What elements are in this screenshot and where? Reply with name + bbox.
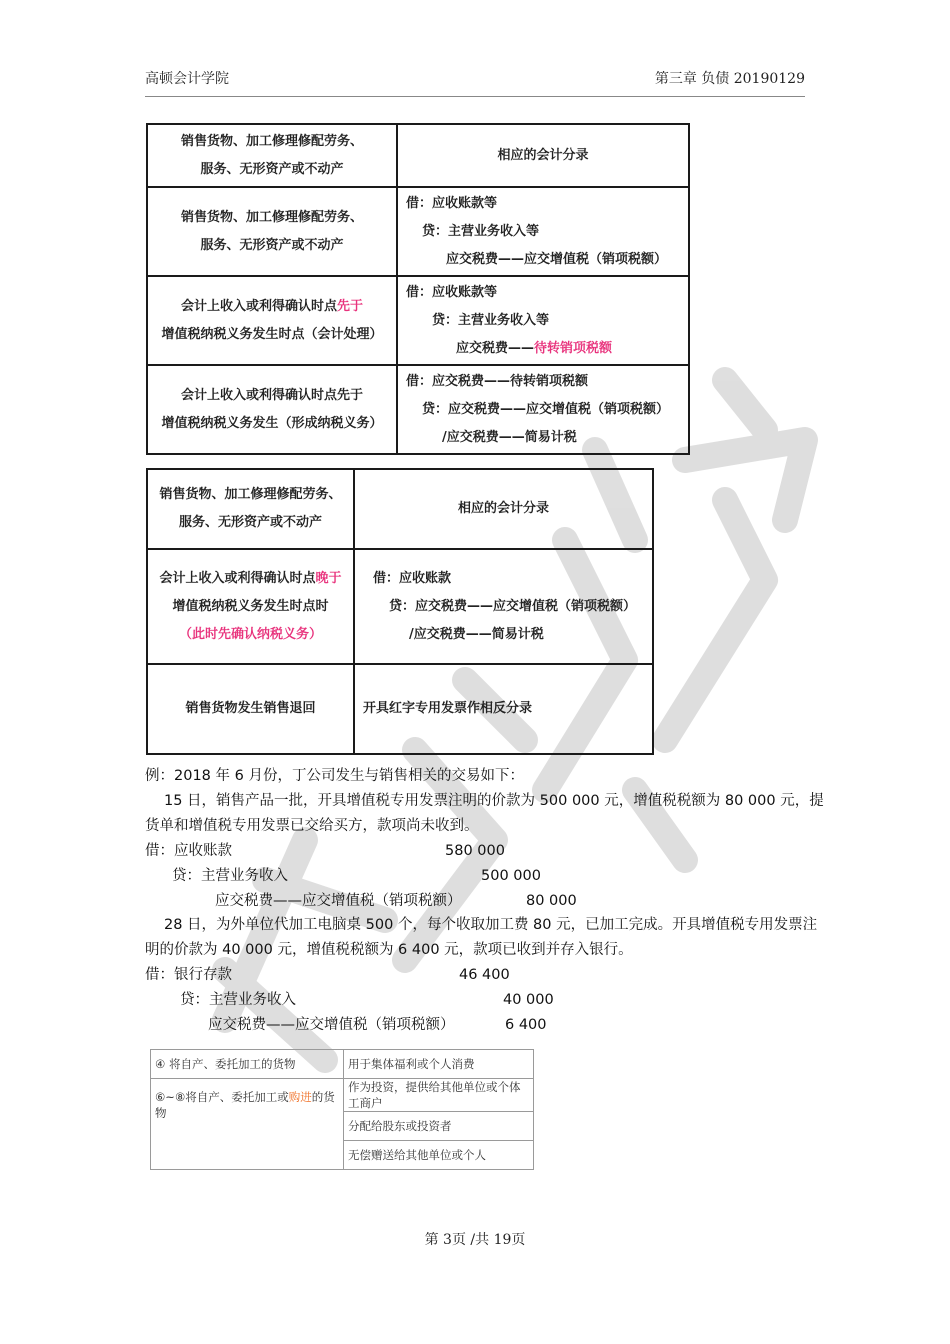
cell-text: 会计上收入或利得确认时点先于 <box>180 387 363 403</box>
header-left: 高顿会计学院 <box>145 71 229 87</box>
highlight-text: 待转销项税额 <box>534 340 613 356</box>
table-row <box>147 365 689 454</box>
table-cell: 分配给股东或投资者 <box>344 1112 534 1141</box>
entry-credit: 贷：主营业务收入等 <box>422 223 540 239</box>
page-number: 第 3页 /共 19页 <box>424 1232 526 1248</box>
table-row <box>147 664 653 754</box>
table-cell: 开具红字专用发票作相反分录 <box>354 664 653 754</box>
table-cell <box>147 469 354 549</box>
highlight-text: 先于 <box>337 298 364 314</box>
table-cell: 用于集体福利或个人消费 <box>344 1050 534 1079</box>
header-divider <box>145 96 805 97</box>
cell-text: 会计上收入或利得确认时点 <box>180 298 337 314</box>
journal-debit-amount: 46 400 <box>459 967 510 983</box>
cell-text: 服务、无形资产或不动产 <box>179 515 323 530</box>
example-paragraph: 28 日，为外单位代加工电脑桌 500 个，每个收取加工费 80 元，已加工完成。开具增值税专用发票注 <box>164 917 818 933</box>
entry-credit: 应交税费—— <box>456 340 535 356</box>
table-cell <box>147 187 397 276</box>
cell-text: 会计上收入或利得确认时点 <box>159 570 316 586</box>
table-cell <box>147 549 354 664</box>
example-paragraph: 明的价款为 40 000 元，增值税税额为 6 400 元，款项已收到并存入银行。 <box>145 942 633 958</box>
cell-text: 销售货物、加工修理修配劳务、 <box>180 133 363 149</box>
journal-debit-label: 借：银行存款 <box>145 967 232 983</box>
table-cell <box>151 1079 344 1170</box>
table-row <box>147 124 689 187</box>
table-cell <box>147 124 397 187</box>
header-right: 第三章 负债 20190129 <box>654 71 805 87</box>
table-cell: 作为投资，提供给其他单位或个体工商户 <box>344 1079 534 1112</box>
entry-debit: 借：应收账款 <box>373 570 452 586</box>
cell-text: 增值税纳税义务发生时点时 <box>172 598 329 614</box>
cell-text: 服务、无形资产或不动产 <box>200 237 344 253</box>
journal-credit-amount: 40 000 <box>503 992 554 1008</box>
entry-credit: 贷：应交税费——应交增值税（销项税额） <box>422 401 670 417</box>
cell-text: ⑥~⑧将自产、委托加工或 <box>155 1090 289 1104</box>
table-cell: 销售货物发生销售退回 <box>147 664 354 754</box>
table-cell <box>397 365 689 454</box>
journal-credit-amount: 80 000 <box>526 893 577 909</box>
table-row <box>147 469 653 549</box>
cell-text: 的货物 <box>155 1090 335 1120</box>
table-row <box>147 276 689 365</box>
highlight-text: 购进 <box>288 1090 312 1104</box>
journal-credit-label: 应交税费——应交增值税（销项税额） <box>215 893 462 909</box>
cell-text: 增值税纳税义务发生（形成纳税义务） <box>161 415 383 431</box>
entry-credit: 贷：主营业务收入等 <box>432 312 550 328</box>
table-cell: ④ 将自产、委托加工的货物 <box>151 1050 344 1079</box>
table-row <box>151 1079 534 1112</box>
table-cell <box>354 549 653 664</box>
entry-credit: /应交税费——简易计税 <box>409 626 544 642</box>
journal-credit-label: 贷：主营业务收入 <box>180 992 296 1008</box>
example-paragraph: 货单和增值税专用发票已交给买方，款项尚未收到。 <box>145 818 479 834</box>
cell-text: 销售货物、加工修理修配劳务、 <box>180 209 363 225</box>
entry-credit: /应交税费——简易计税 <box>442 429 577 445</box>
entry-debit: 借：应交税费——待转销项税额 <box>406 373 589 389</box>
table-row <box>147 549 653 664</box>
table-cell: 相应的会计分录 <box>397 124 689 187</box>
journal-credit-amount: 500 000 <box>481 868 541 884</box>
cell-text: 销售货物、加工修理修配劳务、 <box>159 487 342 502</box>
table-cell <box>397 276 689 365</box>
journal-debit-label: 借：应收账款 <box>145 843 232 859</box>
table-cell <box>147 276 397 365</box>
entry-credit: 应交税费——应交增值税（销项税额） <box>446 251 668 267</box>
table-cell: 无偿赠送给其他单位或个人 <box>344 1141 534 1170</box>
accounting-table-1 <box>146 123 690 455</box>
example-intro: 例：2018 年 6 月份，丁公司发生与销售相关的交易如下： <box>145 768 524 784</box>
journal-credit-label: 应交税费——应交增值税（销项税额） <box>208 1017 455 1033</box>
entry-debit: 借：应收账款等 <box>406 195 498 211</box>
cell-text: 增值税纳税义务发生时点（会计处理） <box>161 326 383 342</box>
journal-credit-amount: 6 400 <box>505 1017 547 1033</box>
highlight-text: （此时先确认纳税义务） <box>179 626 323 642</box>
table-cell <box>397 187 689 276</box>
accounting-table-2 <box>146 468 654 755</box>
entry-credit: 贷：应交税费——应交增值税（销项税额） <box>389 598 637 614</box>
table-cell <box>147 365 397 454</box>
table-row <box>151 1050 534 1079</box>
cell-text: 服务、无形资产或不动产 <box>200 161 344 177</box>
table-cell: 相应的会计分录 <box>354 469 653 549</box>
deemed-sales-table <box>150 1049 534 1170</box>
table-row <box>147 187 689 276</box>
entry-debit: 借：应收账款等 <box>406 284 498 300</box>
journal-debit-amount: 580 000 <box>445 843 505 859</box>
journal-credit-label: 贷：主营业务收入 <box>172 868 288 884</box>
example-paragraph: 15 日，销售产品一批，开具增值税专用发票注明的价款为 500 000 元，增值税税额为 80 000 元，提 <box>164 793 824 809</box>
highlight-text: 晚于 <box>315 570 342 586</box>
